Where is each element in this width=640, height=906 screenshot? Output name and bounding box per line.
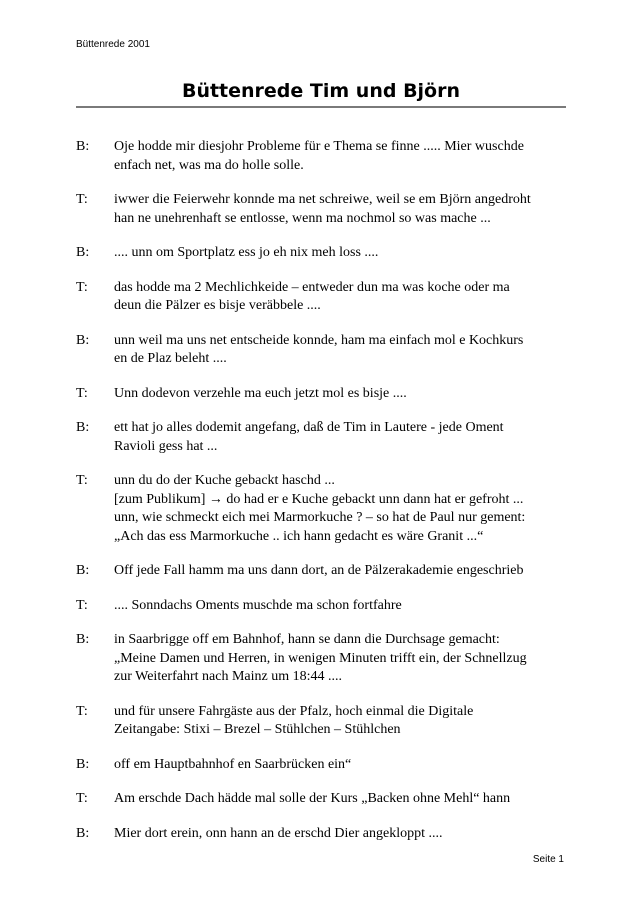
- dialog-text: .... unn om Sportplatz ess jo eh nix meh loss ....: [114, 245, 379, 260]
- dialog-line: [76, 419, 566, 456]
- speaker-label: T:: [76, 791, 88, 806]
- speaker-label: B:: [76, 632, 90, 647]
- dialog-text: off em Hauptbahnhof en Saarbrücken ein“: [114, 756, 352, 772]
- dialog-text: Oje hodde mir diesjohr Probleme für e Thema se finne ..... Mier wuschde enfach net, was ma do holle solle.: [114, 139, 524, 173]
- dialog-line: [76, 631, 566, 687]
- speaker-label: T:: [76, 473, 88, 488]
- dialog-line: [76, 332, 566, 369]
- speaker-label: T:: [76, 385, 88, 401]
- speaker-label: B:: [76, 563, 90, 578]
- dialog-text: das hodde ma 2 Mechlichkeide – entweder dun ma was koche oder ma deun die Pälzer es bisje veräbbele ....: [114, 279, 510, 313]
- dialog-line: [76, 562, 566, 581]
- speaker-label: B:: [76, 245, 90, 260]
- dialog-text: .... Sonndachs Oments muschde ma schon fortfahre: [114, 597, 402, 613]
- speaker-label: T:: [76, 192, 88, 207]
- dialog-line: [76, 703, 566, 740]
- dialog-text: unn weil ma uns net entscheide konnde, ham ma einfach mol e Kochkurs en de Plaz beleht ....: [114, 332, 524, 366]
- speaker-label: B:: [76, 825, 90, 841]
- dialog-line: [76, 279, 566, 316]
- speaker-label: B:: [76, 332, 90, 348]
- page-number: Seite 1: [532, 854, 564, 865]
- dialog-line: [76, 244, 566, 263]
- dialog-line: [76, 472, 566, 546]
- dialog-line: [76, 790, 566, 809]
- dialog-text: ett hat jo alles dodemit angefang, daß de Tim in Lautere - jede Oment Ravioli gess hat ...: [114, 420, 504, 454]
- dialog-list: [76, 138, 566, 843]
- dialog-text: Unn dodevon verzehle ma euch jetzt mol es bisje ....: [114, 385, 407, 401]
- dialog-text: Mier dort erein, onn hann an de erschd Dier angekloppt ....: [114, 825, 443, 841]
- page-header: Büttenrede 2001: [76, 39, 150, 50]
- dialog-line: [76, 385, 566, 404]
- title-underline: [76, 106, 566, 108]
- dialog-line: [76, 138, 566, 175]
- document-title: Büttenrede Tim und Björn: [181, 80, 461, 102]
- speaker-label: T:: [76, 703, 88, 719]
- dialog-line: [76, 597, 566, 616]
- dialog-line: [76, 191, 566, 228]
- dialog-text: Am erschde Dach hädde mal solle der Kurs „Backen ohne Mehl“ hann: [114, 791, 511, 806]
- dialog-text: iwwer die Feierwehr konnde ma net schreiwe, weil se em Björn angedroht han ne unehrenhaft se entlosse, wenn ma nochmol so was mache ...: [114, 192, 531, 226]
- speaker-label: B:: [76, 420, 90, 435]
- dialog-text: in Saarbrigge off em Bahnhof, hann se dann die Durchsage gemacht: „Meine Damen und Herren, in wenigen Minuten trifft ein, der Schnellzug zur Weiterfahrt nach Mainz um 18:44 ....: [114, 632, 527, 684]
- dialog-text: unn du do der Kuche gebackt haschd ... [zum Publikum] → do had er e Kuche gebackt unn dann hat er gefroht ... unn, wie schmeckt eich mei Marmorkuche ? – so hat de Paul nur gement: „Ach das ess Marmorkuche .. ich hann gedacht es wäre Granit ...“: [114, 473, 526, 544]
- dialog-line: [76, 825, 566, 844]
- speaker-label: T:: [76, 279, 88, 295]
- speaker-label: T:: [76, 597, 88, 613]
- dialog-line: [76, 756, 566, 775]
- dialog-text: Off jede Fall hamm ma uns dann dort, an de Pälzerakademie engeschrieb: [114, 563, 524, 578]
- speaker-label: B:: [76, 139, 90, 154]
- speaker-label: B:: [76, 756, 90, 772]
- dialog-text: und für unsere Fahrgäste aus der Pfalz, hoch einmal die Digitale Zeitangabe: Stixi – Brezel – Stühlchen – Stühlchen: [114, 703, 474, 737]
